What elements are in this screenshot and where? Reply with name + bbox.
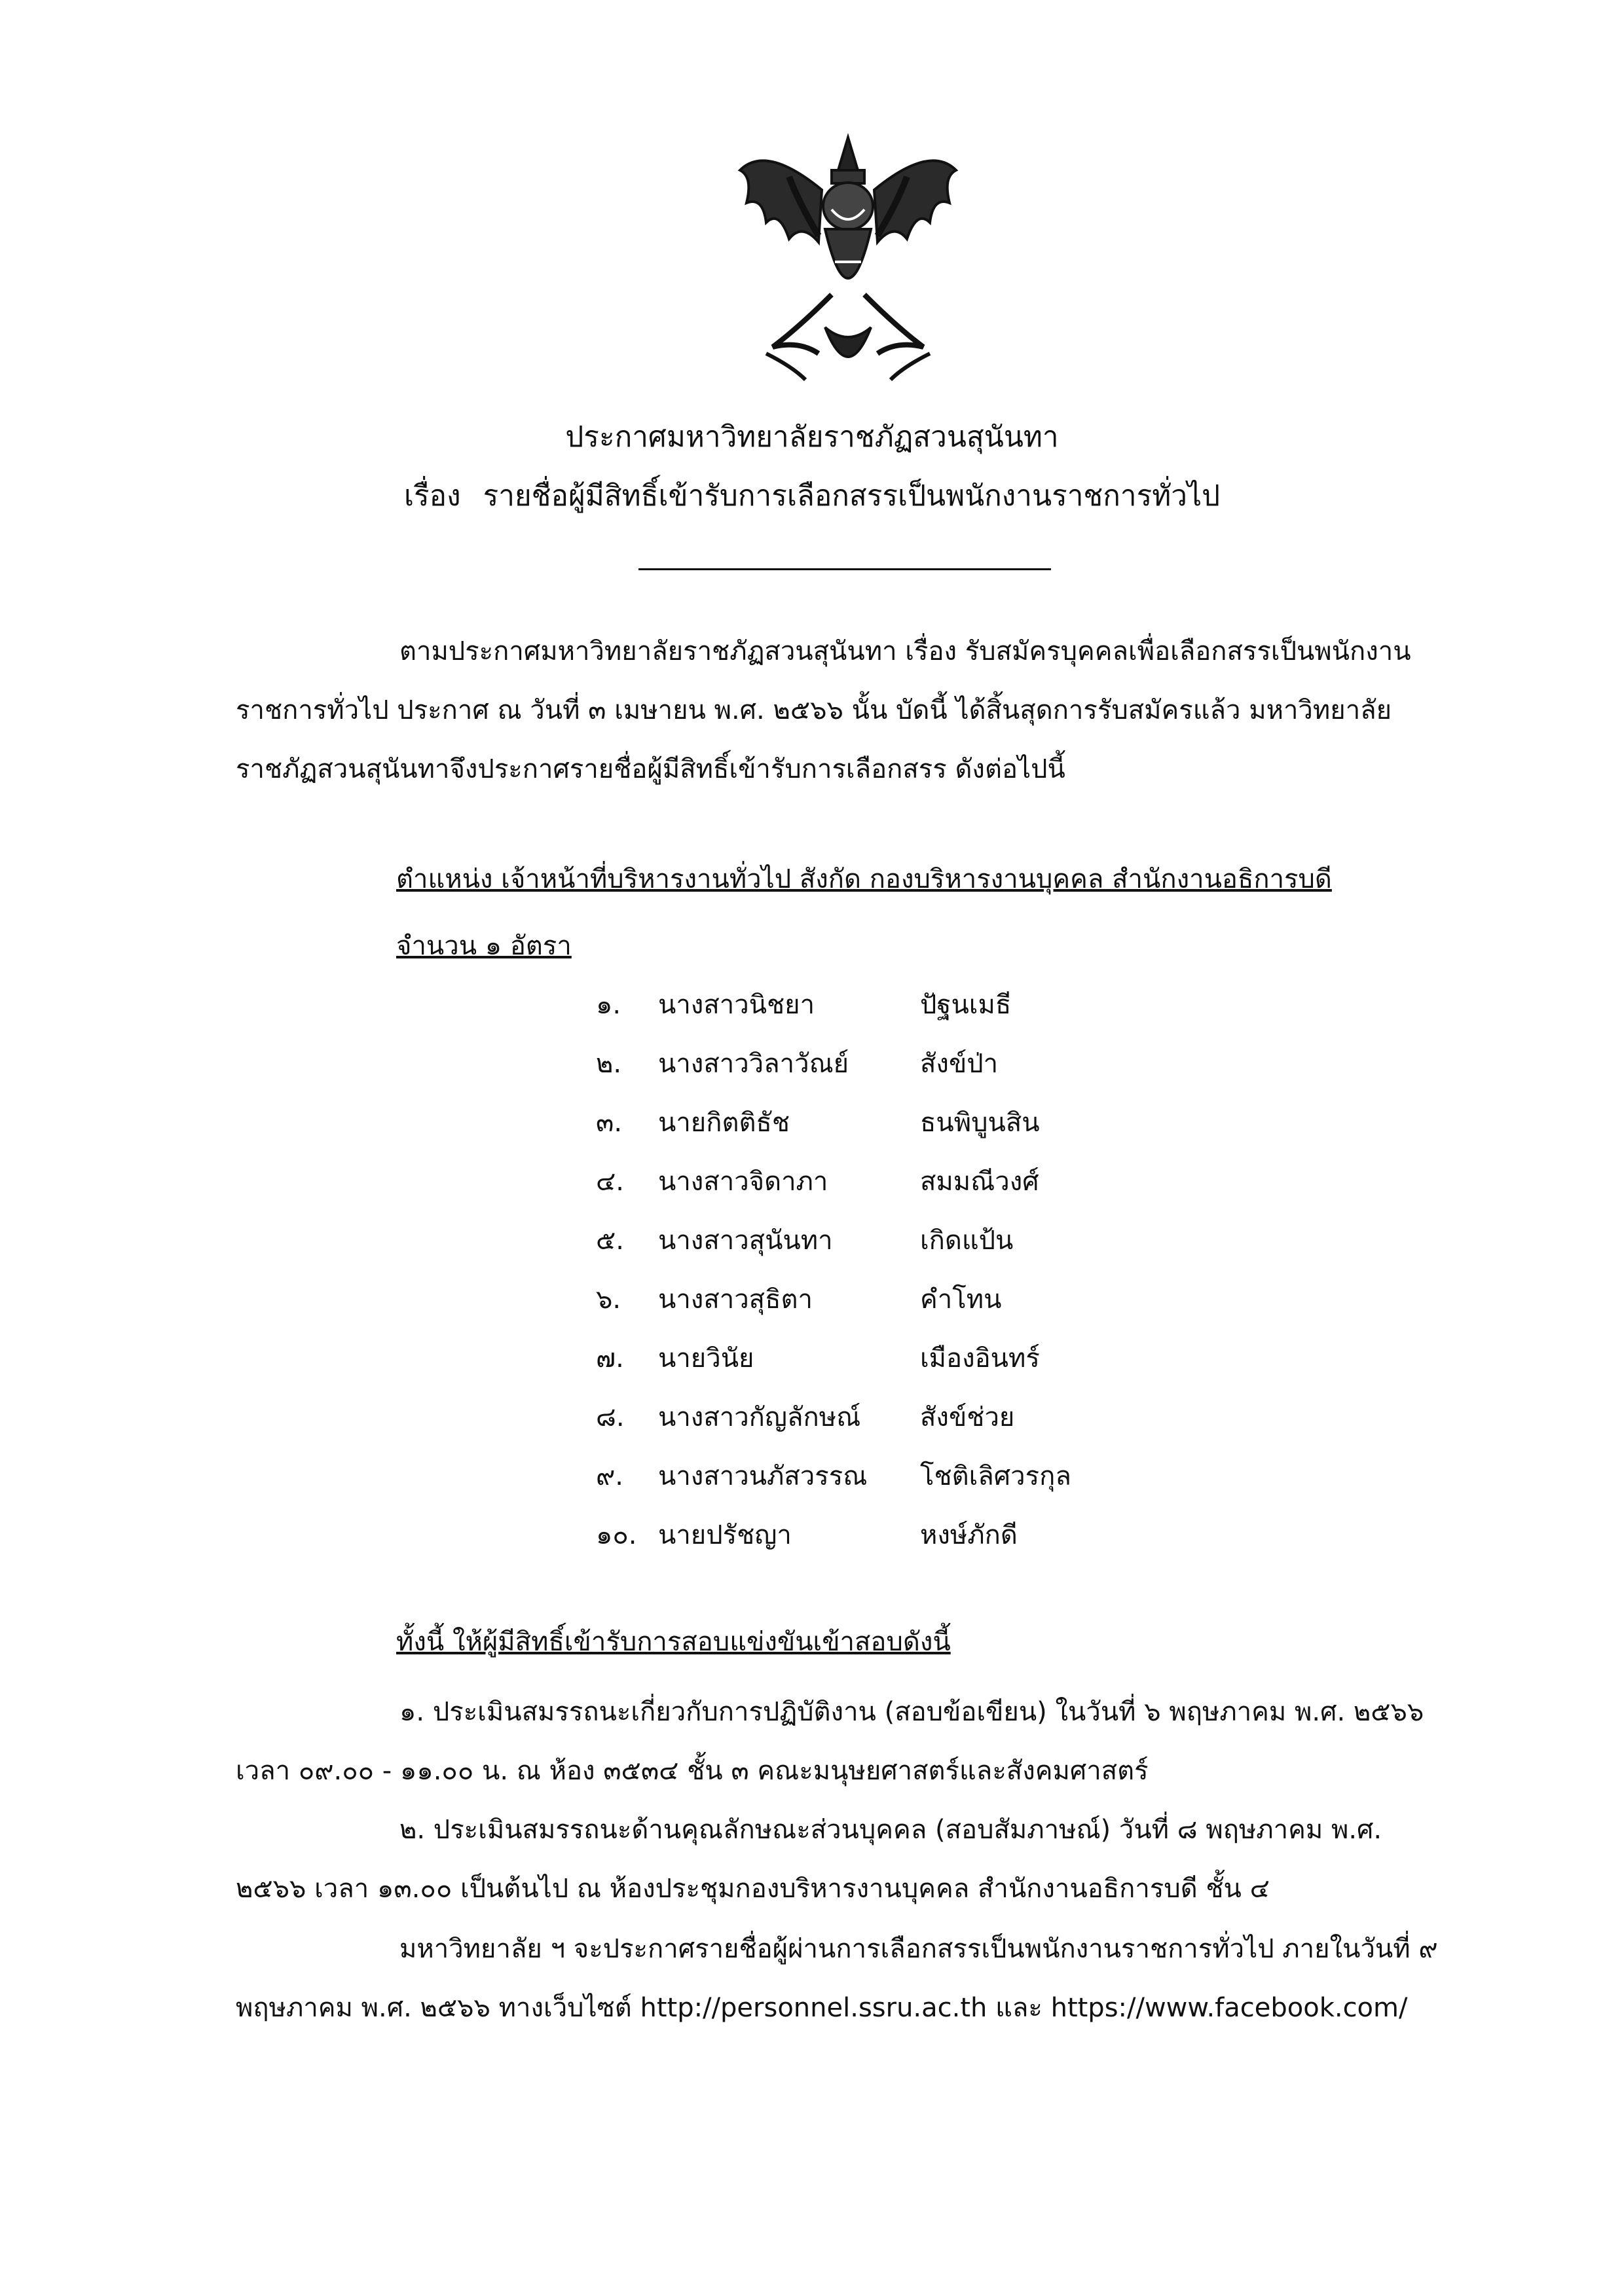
candidate-last-name: เมืองอินทร์	[920, 1343, 1040, 1374]
candidate-number: ๑.	[596, 990, 621, 1020]
candidate-number: ๕.	[596, 1226, 624, 1256]
candidate-last-name: สังข์ช่วย	[920, 1402, 1015, 1432]
candidate-first-name: นางสาวนภัสวรรณ	[658, 1461, 868, 1491]
exam-details	[236, 1683, 1447, 1918]
intro-paragraph	[236, 622, 1447, 799]
candidate-last-name: ธนพิบูนสิน	[920, 1108, 1040, 1138]
result-notice	[236, 1920, 1447, 2037]
list-item	[596, 1514, 1071, 1573]
candidate-number: ๑๐.	[596, 1520, 637, 1550]
list-item	[596, 983, 1071, 1042]
list-item	[596, 1337, 1071, 1396]
list-item	[596, 1160, 1071, 1219]
result-notice-paragraph	[236, 1920, 1447, 2037]
exam-heading: ทั้งนี้ ให้ผู้มีสิทธิ์เข้ารับการสอบแข่งขันเข้าสอบดังนี้	[396, 1627, 951, 1657]
list-item	[596, 1219, 1071, 1278]
position-heading: ตำแหน่ง เจ้าหน้าที่บริหารงานทั่วไป สังกัด กองบริหารงานบุคคล สำนักงานอธิการบดี	[396, 864, 1332, 894]
candidate-list	[596, 983, 1071, 1573]
candidate-last-name: หงษ์ภักดี	[920, 1520, 1018, 1550]
candidate-first-name: นางสาวสุนันทา	[658, 1226, 833, 1256]
candidate-number: ๓.	[596, 1108, 623, 1138]
list-item	[596, 1278, 1071, 1337]
candidate-first-name: นายกิตติธัช	[658, 1108, 790, 1138]
candidate-first-name: นายวินัย	[658, 1343, 754, 1374]
candidate-last-name: สมมณีวงศ์	[920, 1167, 1039, 1197]
list-item	[596, 1101, 1071, 1160]
intro-text: ตามประกาศมหาวิทยาลัยราชภัฏสวนสุนันทา เรื่อง รับสมัครบุคคลเพื่อเลือกสรรเป็นพนักงานราชการทั่วไป ประกาศ ณ วันที่ ๓ เมษายน พ.ศ. ๒๕๖๖ นั้น บัดนี้ ได้สิ้นสุดการรับสมัครแล้ว มหาวิทยาลัยราชภัฏสวนสุนันทาจึงประกาศรายชื่อผู้มีสิทธิ์เข้ารับการเลือกสรร ดังต่อไปนี้	[236, 636, 1411, 784]
garuda-emblem-svg	[727, 131, 969, 386]
subject-label: เรื่อง	[403, 479, 461, 513]
list-item	[596, 1396, 1071, 1455]
candidate-last-name: สังข์ป่า	[920, 1049, 999, 1079]
result-notice-text: มหาวิทยาลัย ฯ จะประกาศรายชื่อผู้ผ่านการเลือกสรรเป็นพนักงานราชการทั่วไป ภายในวันที่ ๙ พฤษภาคม พ.ศ. ๒๕๖๖ ทางเว็บไซต์ http://personnel.ssru.ac.th และ https://www.facebook.com/	[236, 1934, 1438, 2023]
candidate-first-name: นางสาวสุธิตา	[658, 1285, 813, 1315]
list-item	[596, 1455, 1071, 1514]
candidate-first-name: นางสาววิลาวัณย์	[658, 1049, 849, 1079]
garuda-emblem	[727, 131, 969, 386]
announcement-subject-line	[0, 473, 1624, 519]
candidate-first-name: นางสาวนิชยา	[658, 990, 815, 1020]
exam-item-interview-text: ๒. ประเมินสมรรถนะด้านคุณลักษณะส่วนบุคคล (สอบสัมภาษณ์) วันที่ ๘ พฤษภาคม พ.ศ. ๒๕๖๖ เวลา ๑๓.๐๐ เป็นต้นไป ณ ห้องประชุมกองบริหารงานบุคคล สำนักงานอธิการบดี ชั้น ๔	[236, 1815, 1382, 1904]
candidate-number: ๒.	[596, 1049, 622, 1079]
subject-text: รายชื่อผู้มีสิทธิ์เข้ารับการเลือกสรรเป็นพนักงานราชการทั่วไป	[483, 479, 1221, 513]
announcement-title: ประกาศมหาวิทยาลัยราชภัฏสวนสุนันทา	[565, 420, 1059, 454]
candidate-last-name: คำโทน	[920, 1285, 1002, 1315]
list-item	[596, 1042, 1071, 1101]
candidate-number: ๔.	[596, 1167, 624, 1197]
header-divider	[638, 568, 1051, 570]
exam-item-interview	[236, 1800, 1447, 1918]
candidate-first-name: นายปรัชญา	[658, 1520, 792, 1550]
exam-item-written	[236, 1683, 1447, 1800]
candidate-last-name: เกิดแป้น	[920, 1226, 1014, 1256]
candidate-number: ๘.	[596, 1402, 625, 1432]
position-quota: จำนวน ๑ อัตรา	[396, 931, 572, 961]
exam-item-written-text: ๑. ประเมินสมรรถนะเกี่ยวกับการปฏิบัติงาน (สอบข้อเขียน) ในวันที่ ๖ พฤษภาคม พ.ศ. ๒๕๖๖ เวลา ๐๙.๐๐ - ๑๑.๐๐ น. ณ ห้อง ๓๕๓๔ ชั้น ๓ คณะมนุษยศาสตร์และสังคมศาสตร์	[236, 1697, 1424, 1786]
candidate-number: ๖.	[596, 1285, 621, 1315]
candidate-number: ๗.	[596, 1343, 624, 1374]
candidate-last-name: ปัฐนเมธี	[920, 990, 1012, 1020]
candidate-number: ๙.	[596, 1461, 624, 1491]
candidate-last-name: โชติเลิศวรกุล	[920, 1461, 1071, 1491]
candidate-first-name: นางสาวกัญลักษณ์	[658, 1402, 861, 1432]
candidate-first-name: นางสาวจิดาภา	[658, 1167, 828, 1197]
